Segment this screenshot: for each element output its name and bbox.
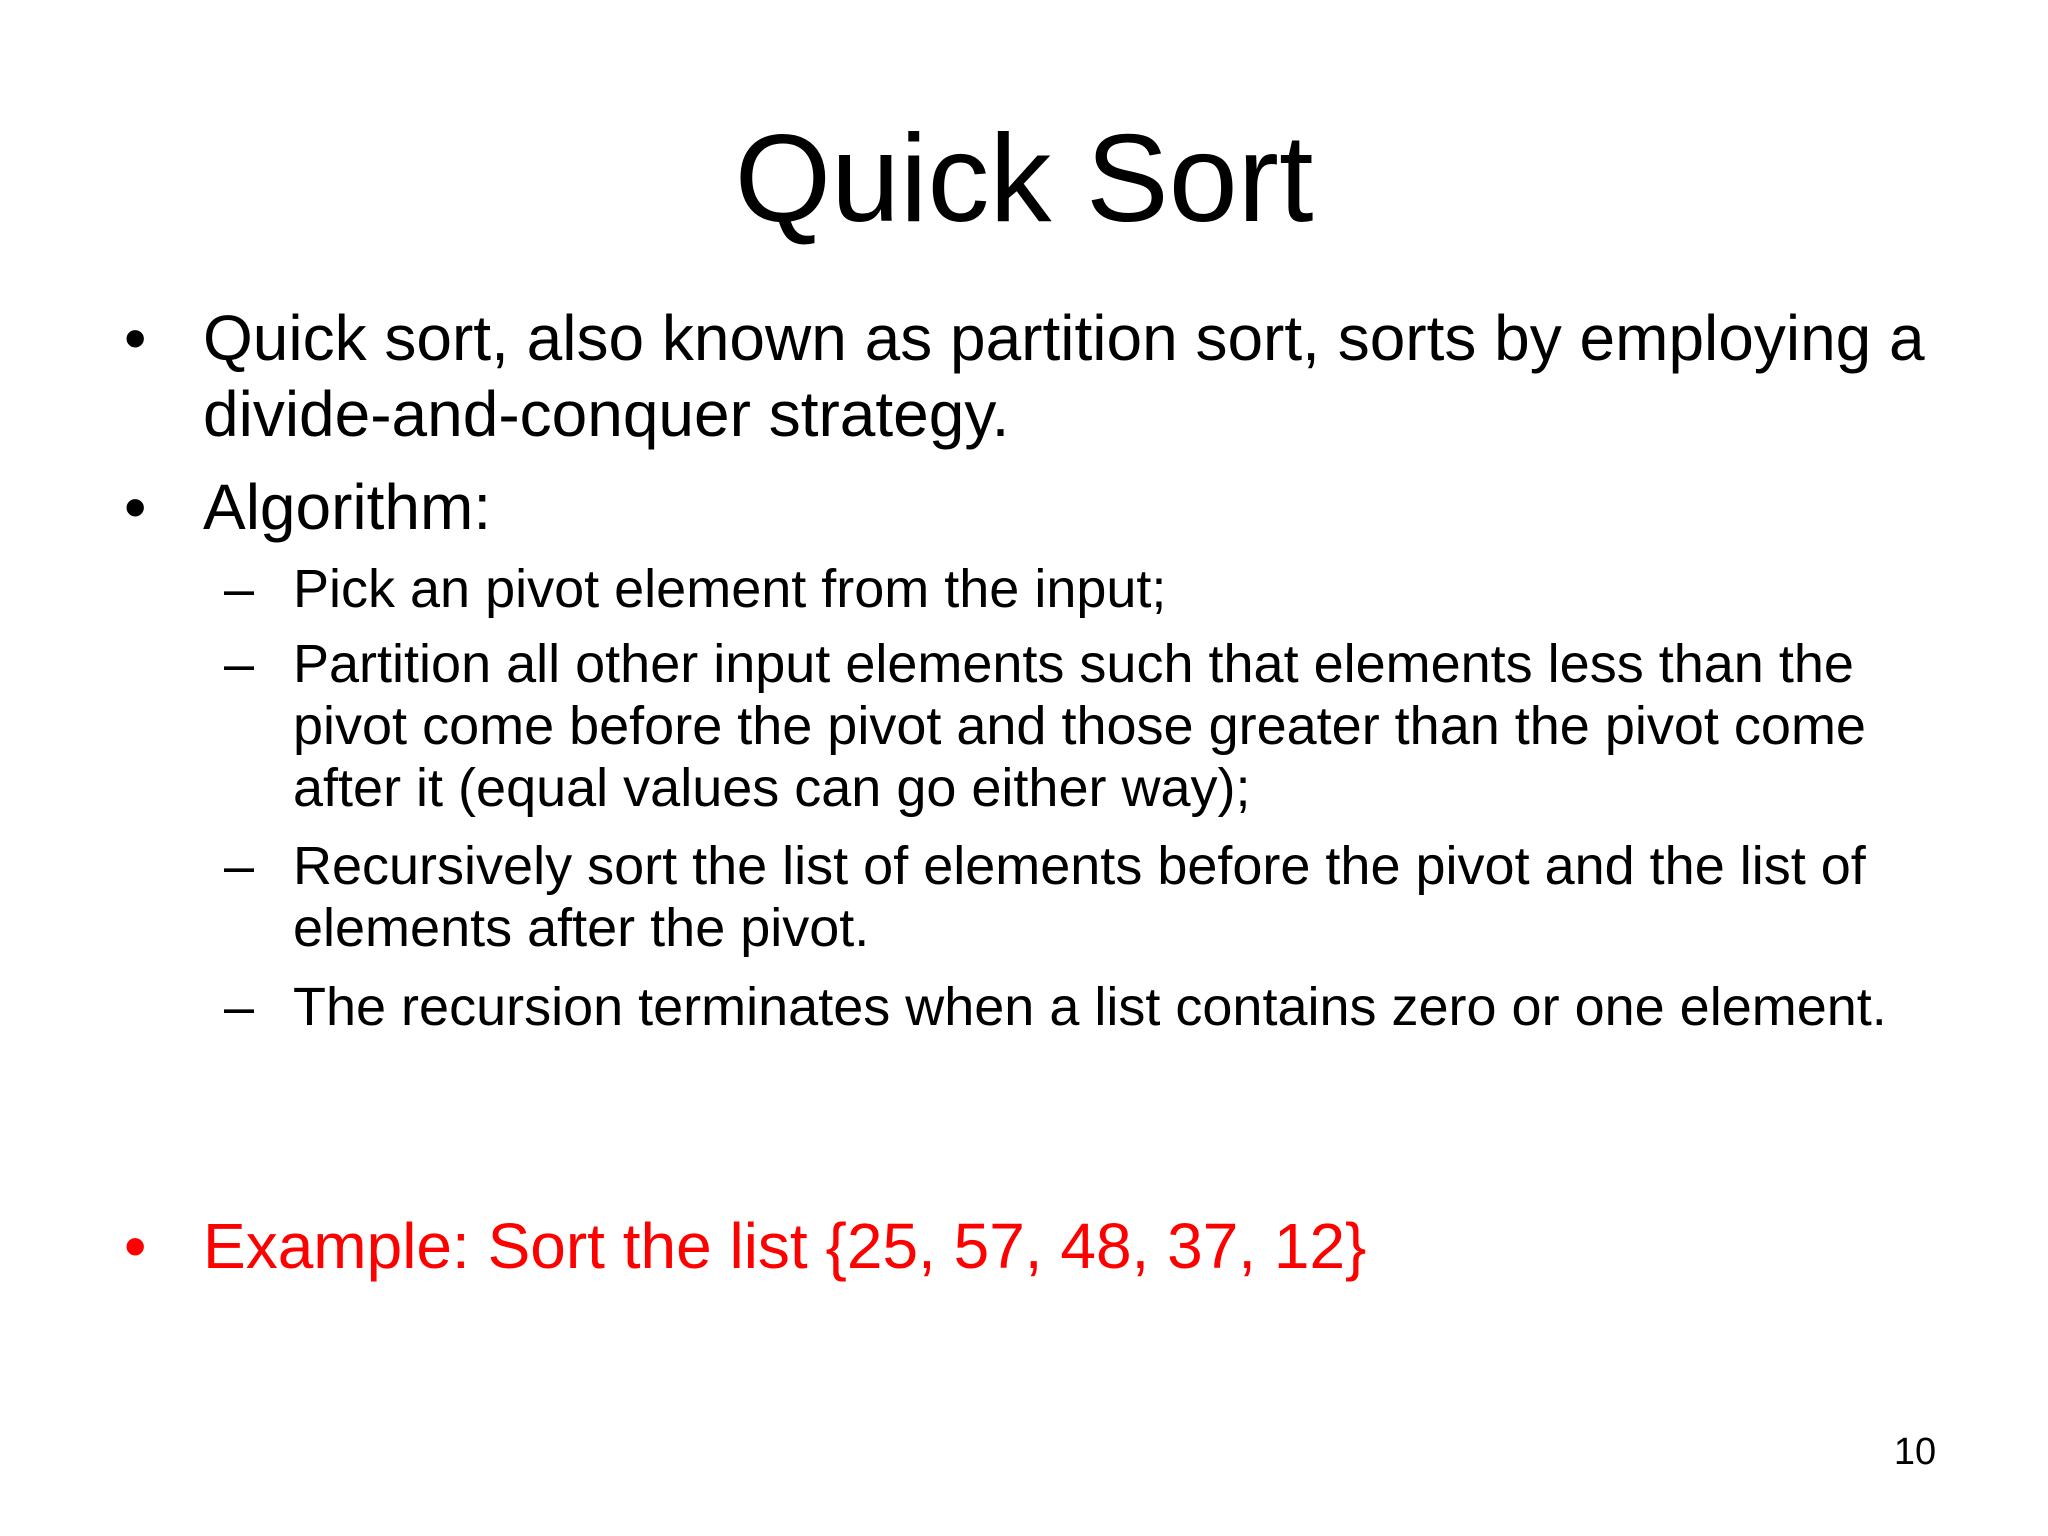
sub-item-text: Partition all other input elements such that elements less than the pivot come before the pivot and those greater than the pivot come after it (equal values can go either way); [293, 634, 1866, 818]
dash-marker: – [224, 559, 255, 619]
sub-item-text: Pick an pivot element from the input; [293, 559, 1167, 619]
bullet-text: Example: Sort the list {25, 57, 48, 37, 12} [203, 1210, 1367, 1282]
sub-item-text: Recursively sort the list of elements before the pivot and the list of elements after the pivot. [293, 836, 1866, 958]
bullet-marker: • [124, 1210, 147, 1282]
dash-marker: – [224, 977, 255, 1037]
dash-marker: – [224, 634, 255, 694]
sub-item-text: The recursion terminates when a list contains zero or one element. [293, 977, 1887, 1037]
slide-title: Quick Sort [734, 110, 1314, 248]
dash-marker: – [224, 836, 255, 896]
page-number: 10 [1893, 1431, 1937, 1473]
bullet-marker: • [124, 471, 147, 543]
bullet-text: Quick sort, also known as partition sort, sorts by employing a divide-and-conquer strategy. [203, 302, 1925, 450]
bullet-text: Algorithm: [203, 471, 492, 543]
bullet-marker: • [124, 302, 147, 374]
